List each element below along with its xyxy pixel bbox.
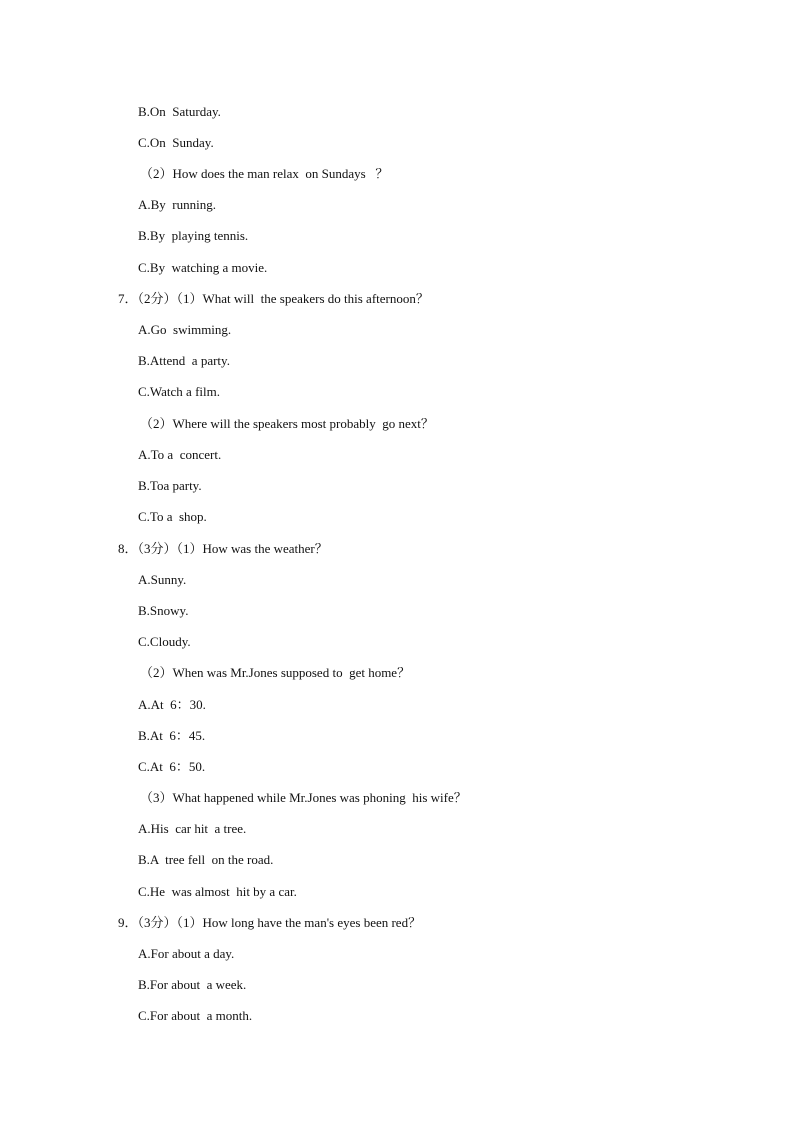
option-8-1-a: A.Sunny. (138, 572, 187, 587)
option-8-3-b: B.A tree fell on the road. (138, 852, 274, 867)
option-8-1-b: B.Snowy. (138, 603, 189, 618)
option-8-3-c: C.He was almost hit by a car. (138, 884, 297, 899)
option-8-1-c: C.Cloudy. (138, 634, 191, 649)
option-6-2-a: A.By running. (138, 197, 216, 212)
option-8-2-c: C.At 6：50. (138, 759, 206, 774)
question-7: 7．（2分）（1）What will the speakers do this afternoon？ (118, 291, 429, 306)
option-6-2-c: C.By watching a movie. (138, 260, 268, 275)
option-9-1-c: C.For about a month. (138, 1008, 253, 1023)
option-9-1-a: A.For about a day. (138, 946, 235, 961)
option-7-2-a: A.To a concert. (138, 447, 222, 462)
option-8-2-a: A.At 6：30. (138, 697, 206, 712)
option-7-1-b: B.Attend a party. (138, 353, 230, 368)
option-6-2-b: B.By playing tennis. (138, 228, 249, 243)
option-6-1-b: B.On Saturday. (138, 104, 221, 119)
sub-question-6-2: （2）How does the man relax on Sundays ？ (140, 166, 389, 181)
sub-question-7-2: （2）Where will the speakers most probably go next？ (140, 416, 434, 431)
sub-question-8-3: （3）What happened while Mr.Jones was phoning his wife？ (140, 790, 467, 805)
sub-question-8-2: （2）When was Mr.Jones supposed to get home？ (140, 665, 411, 680)
option-7-1-c: C.Watch a film. (138, 384, 220, 399)
option-8-3-a: A.His car hit a tree. (138, 821, 247, 836)
option-7-1-a: A.Go swimming. (138, 322, 232, 337)
option-9-1-b: B.For about a week. (138, 977, 247, 992)
option-6-1-c: C.On Sunday. (138, 135, 214, 150)
option-7-2-b: B.Toa party. (138, 478, 202, 493)
question-9: 9．（3分）（1）How long have the man's eyes been red？ (118, 915, 422, 930)
question-8: 8．（3分）（1）How was the weather？ (118, 541, 328, 556)
option-7-2-c: C.To a shop. (138, 509, 207, 524)
option-8-2-b: B.At 6：45. (138, 728, 206, 743)
